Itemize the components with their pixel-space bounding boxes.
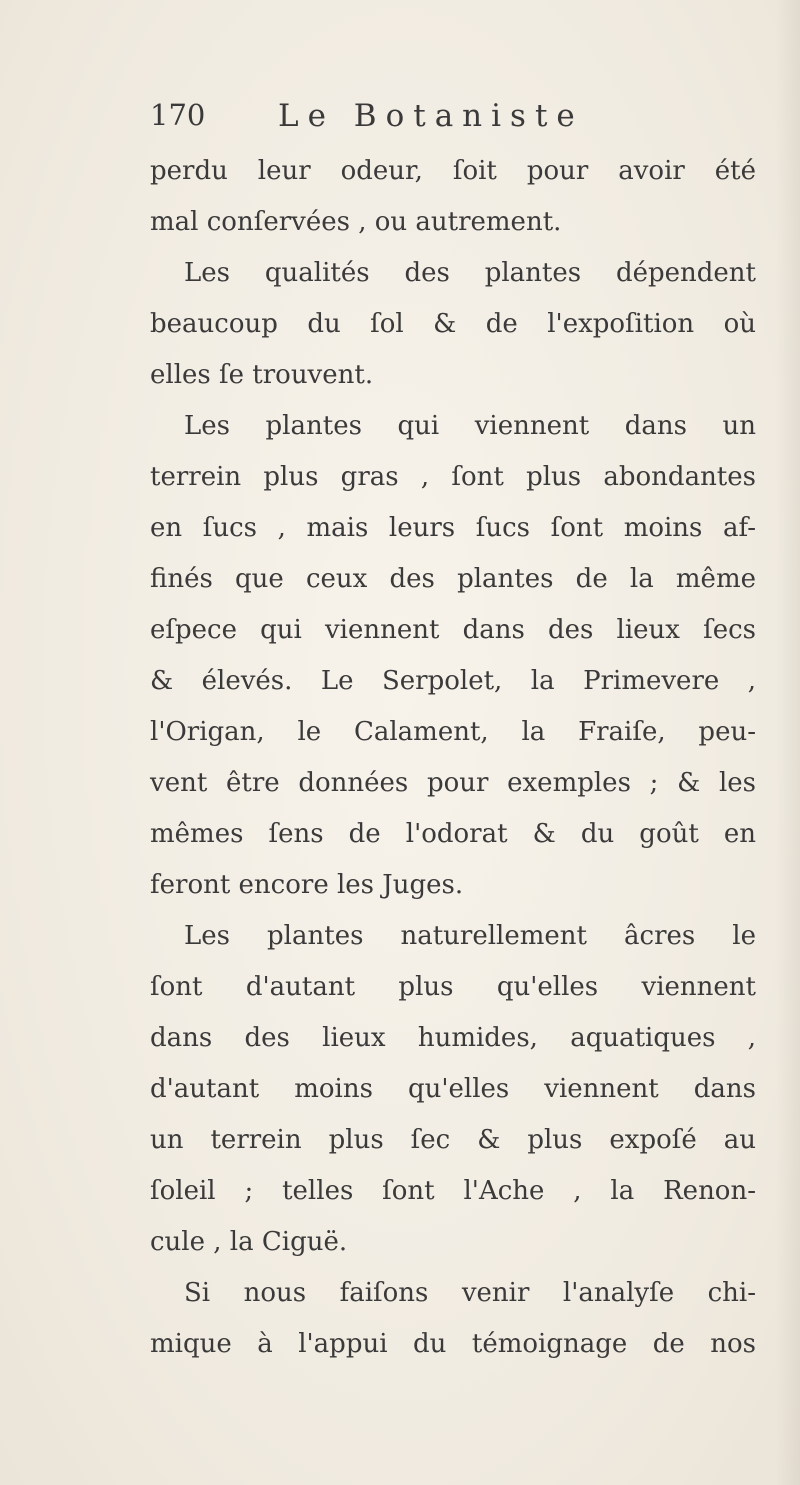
text-line: d'autant moins qu'elles viennent dans	[150, 1074, 756, 1104]
text-line: terrein plus gras , ſont plus abondantes	[150, 462, 756, 492]
text-line: beaucoup du ſol & de l'expoſition où	[150, 309, 756, 339]
text-line: Les plantes naturellement âcres le	[184, 921, 756, 951]
page-edge-shadow	[776, 0, 800, 1485]
text-line: dans des lieux humides, aquatiques ,	[150, 1023, 756, 1053]
text-line: & élevés. Le Serpolet, la Primevere ,	[150, 666, 756, 696]
body-text	[150, 146, 756, 1370]
text-line: perdu leur odeur, ſoit pour avoir été	[150, 156, 756, 186]
text-line: ſoleil ; telles ſont l'Ache , la Renon-	[150, 1176, 756, 1206]
text-line: Les plantes qui viennent dans un	[184, 411, 756, 441]
running-head: Le Botaniste	[278, 98, 584, 134]
text-line: Les qualités des plantes dépendent	[184, 258, 756, 288]
text-line: vent être données pour exemples ; & les	[150, 768, 756, 798]
text-line: finés que ceux des plantes de la même	[150, 564, 756, 594]
text-line: en ſucs , mais leurs ſucs ſont moins af-	[150, 513, 756, 543]
text-line: feront encore les Juges.	[150, 870, 464, 900]
text-line: l'Origan, le Calament, la Fraiſe, peu-	[150, 717, 756, 747]
page-header	[150, 98, 760, 142]
text-line: ſont d'autant plus qu'elles viennent	[150, 972, 756, 1002]
page-number: 170	[150, 98, 206, 132]
text-line: cule , la Ciguë.	[150, 1227, 348, 1257]
text-line: mal conſervées , ou autrement.	[150, 207, 562, 237]
text-line: mique à l'appui du témoignage de nos	[150, 1329, 756, 1359]
text-line: elles ſe trouvent.	[150, 360, 374, 390]
text-line: mêmes ſens de l'odorat & du goût en	[150, 819, 756, 849]
text-line: eſpece qui viennent dans des lieux ſecs	[150, 615, 756, 645]
text-line: Si nous faiſons venir l'analyſe chi-	[184, 1278, 756, 1308]
text-line: un terrein plus ſec & plus expoſé au	[150, 1125, 756, 1155]
